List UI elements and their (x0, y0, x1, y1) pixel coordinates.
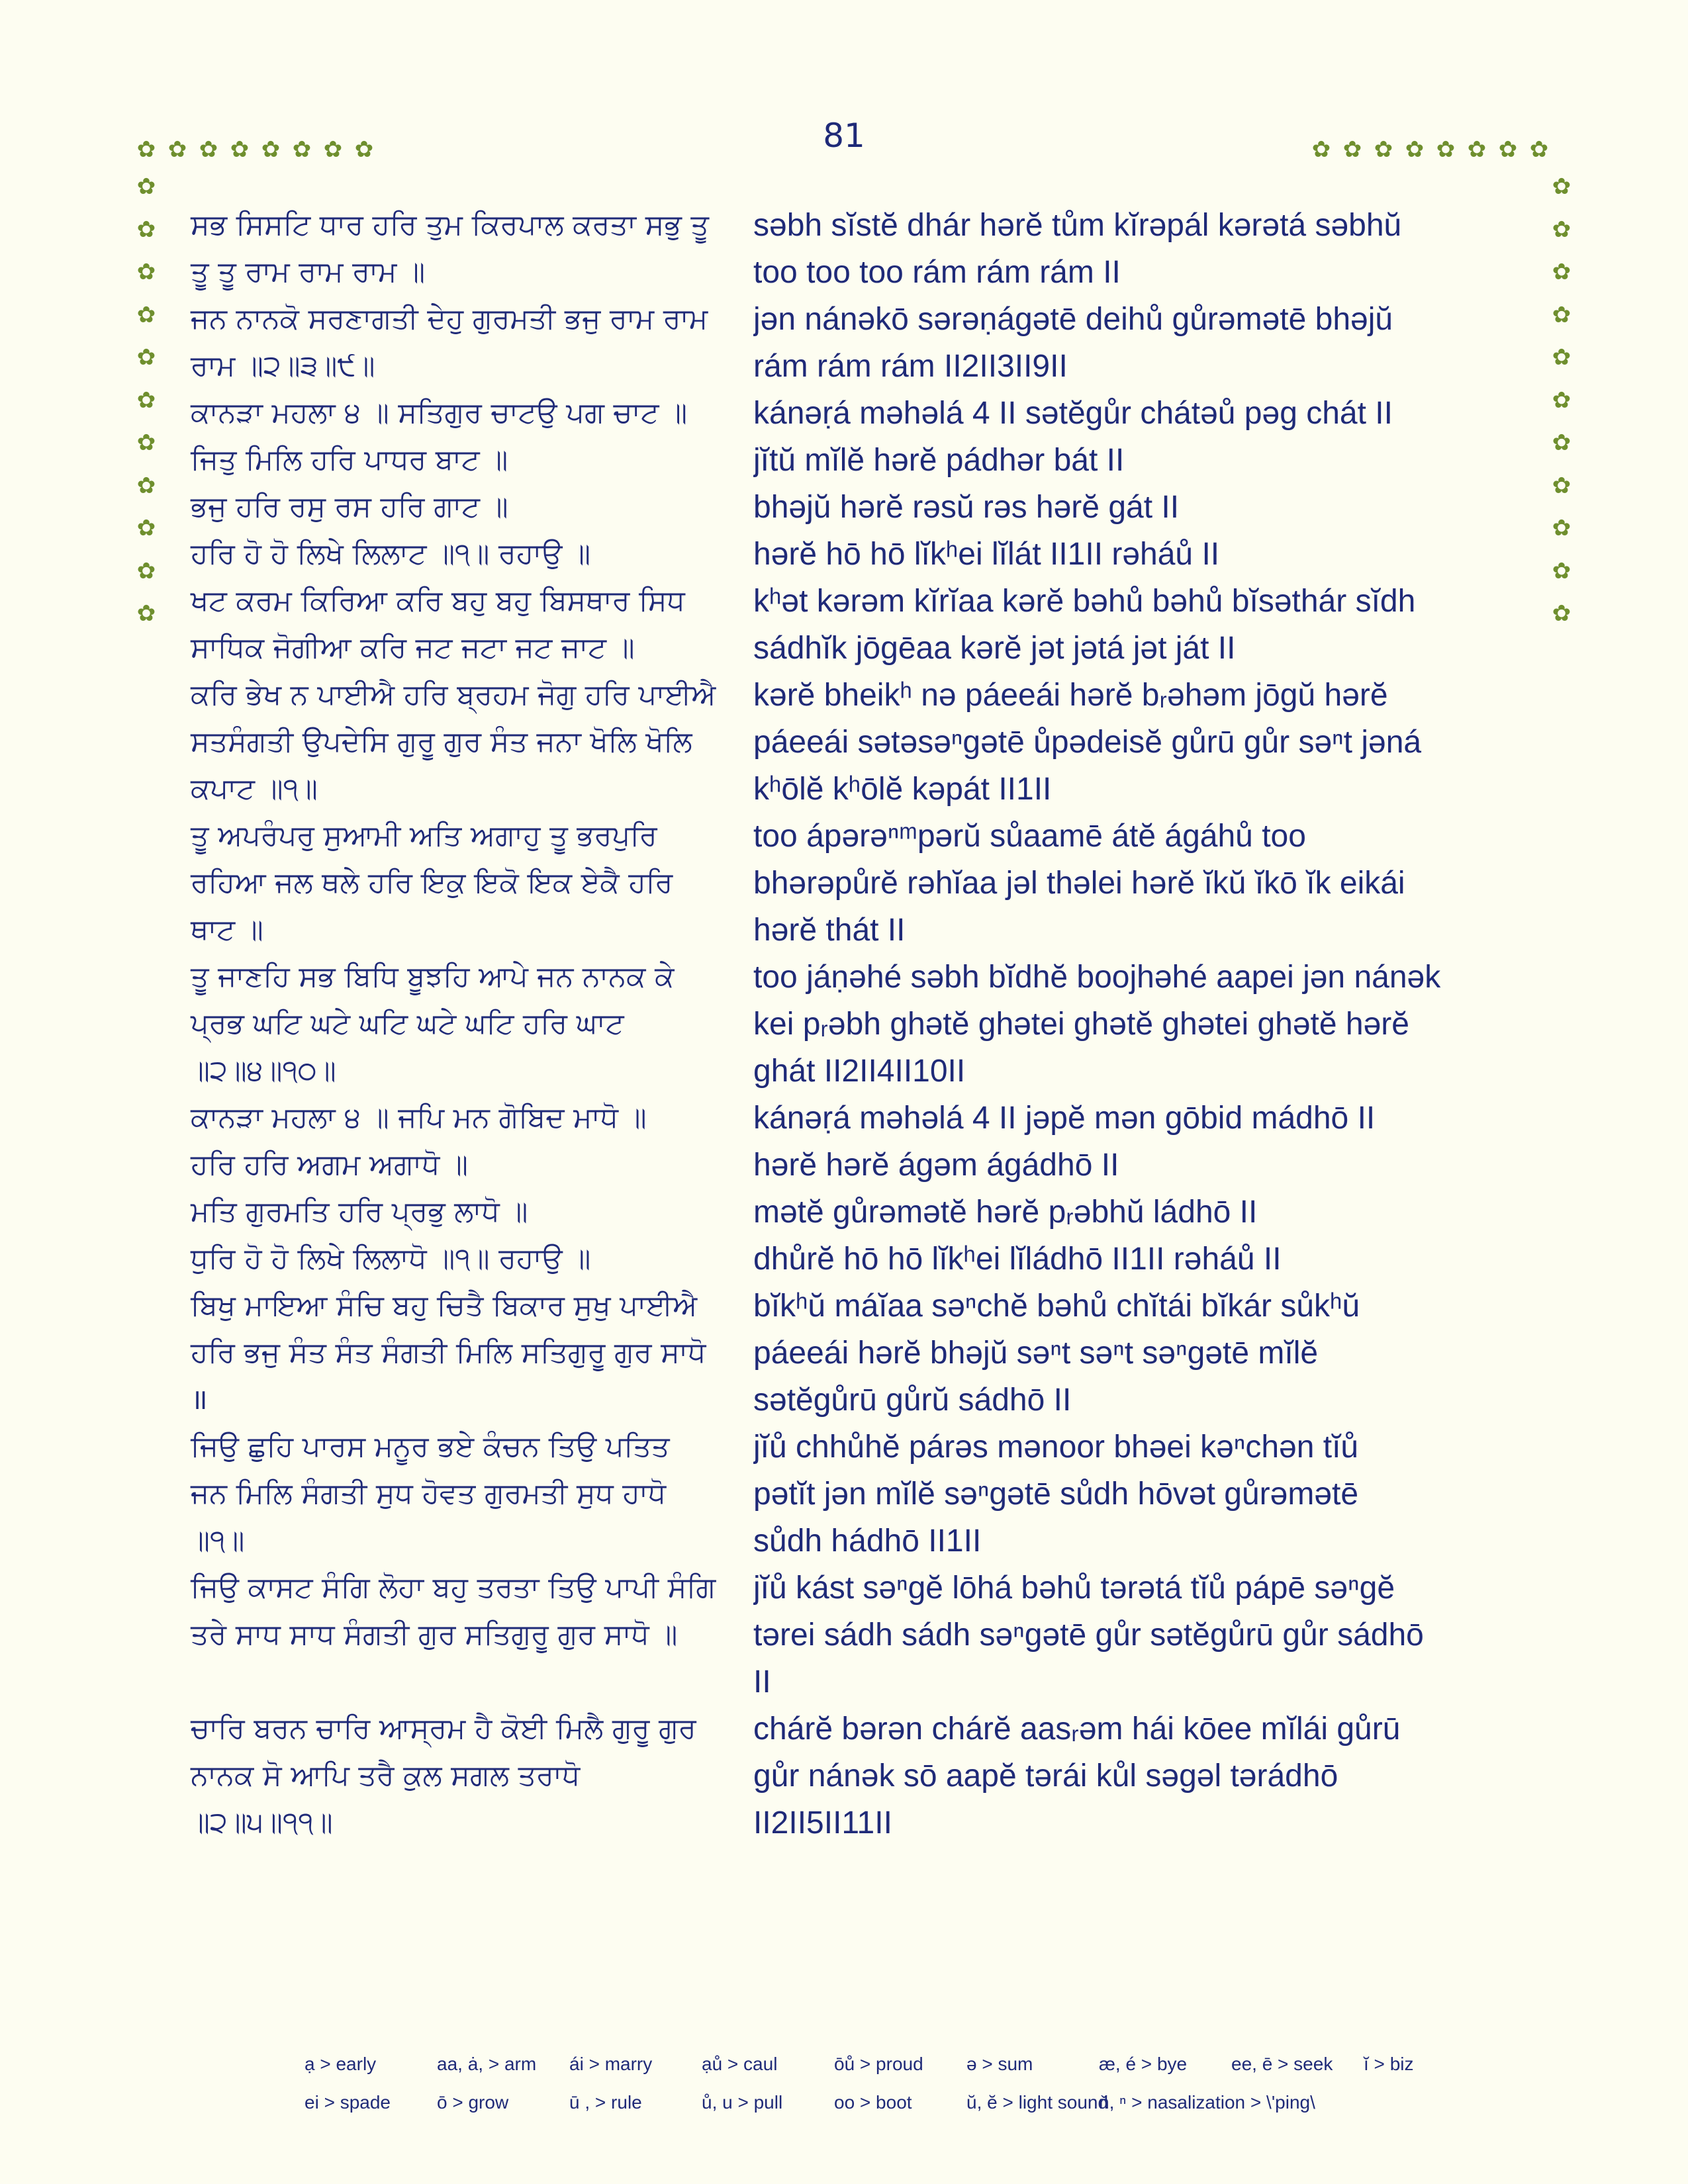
transliteration-text: bĭkʰŭ máĭaa səⁿchĕ bəhů chĭtái bĭkár sůkʰŭ páeeái hərĕ bhəjŭ səⁿt səⁿt səⁿgətē mĭlĕ sətĕgůrū gůrŭ sádhō II (753, 1289, 1360, 1418)
legend-item: oo > boot (834, 2092, 912, 2113)
page-number: 81 (823, 116, 865, 155)
legend-row (305, 2045, 1496, 2083)
flower-icon: ✿ (136, 301, 156, 328)
flower-icon: ✿ (1552, 387, 1571, 414)
transliteration-text: jĭů kást səⁿgĕ lōhá bəhů tərətá tĭů pápē səⁿgĕ tərei sádh sádh səⁿgətē gůr sətĕgůrū gůr sádhō II (753, 1570, 1424, 1700)
flower-icon: ✿ (323, 136, 343, 163)
legend-item: ōů > proud (834, 2054, 923, 2074)
legend-item: ə > sum (966, 2054, 1033, 2074)
flower-icon: ✿ (136, 216, 156, 243)
transliteration-text: bhəjŭ hərĕ rəsŭ rəs hərĕ gát II (753, 490, 1180, 525)
legend-item: ĭ > biz (1364, 2054, 1414, 2074)
verse-row (191, 813, 1521, 954)
flower-icon: ✿ (1405, 136, 1425, 163)
flower-icon: ✿ (136, 430, 156, 456)
verse-row (191, 1706, 1521, 1846)
flower-icon: ✿ (136, 259, 156, 285)
transliteration-text: kərĕ bheikʰ nə páeeái hərĕ bᵣəhəm jōgŭ hərĕ páeeái sətəsəⁿgətē ůpədeisĕ gůrū gůr səⁿt jəná kʰōlĕ kʰōlĕ kəpát II1II (753, 678, 1422, 807)
legend-row (305, 2083, 1496, 2122)
legend-item: ō > grow (437, 2092, 509, 2113)
verse-row (191, 437, 1521, 484)
verse-row (191, 390, 1521, 437)
flower-icon: ✿ (199, 136, 218, 163)
flower-icon: ✿ (354, 136, 374, 163)
gurmukhi-text: ਜਿਉ ਛੁਹਿ ਪਾਰਸ ਮਨੂਰ ਭਏ ਕੰਚਨ ਤਿਉ ਪਤਿਤ ਜਨ ਮਿਲਿ ਸੰਗਤੀ ਸੁਧ ਹੋਵਤ ਗੁਰਮਤੀ ਸੁਧ ਹਾਧੋ ॥੧॥ (191, 1430, 670, 1557)
flower-icon: ✿ (1436, 136, 1456, 163)
gurmukhi-text: ਧੁਰਿ ਹੋ ਹੋ ਲਿਖੇ ਲਿਲਾਧੋ ॥੧॥ ਰਹਾਉ ॥ (191, 1242, 591, 1275)
flower-icon: ✿ (136, 600, 156, 627)
top-right-flower-border (1307, 136, 1553, 163)
verse-row (191, 1424, 1521, 1565)
gurmukhi-text: ਚਾਰਿ ਬਰਨ ਚਾਰਿ ਆਸ੍ਰਮ ਹੈ ਕੋਈ ਮਿਲੈ ਗੁਰੂ ਗੁਰ ਨਾਨਕ ਸੋ ਆਪਿ ਤਰੈ ਕੁਲ ਸਗਲ ਤਰਾਧੋ ॥੨॥੫॥੧੧॥ (191, 1712, 696, 1839)
legend-item: ạů > caul (702, 2054, 778, 2074)
flower-icon: ✿ (1498, 136, 1518, 163)
gurmukhi-text: ਜਿਤੁ ਮਿਲਿ ਹਰਿ ਪਾਧਰ ਬਾਟ ॥ (191, 443, 508, 477)
verse-row (191, 1142, 1521, 1189)
verse-row (191, 1283, 1521, 1424)
legend-item: ů, u > pull (702, 2092, 783, 2113)
transliteration-text: chárĕ bərən chárĕ aasᵣəm hái kōee mĭlái gůrū gůr nánək sō aapĕ tərái kůl səgəl tərádhō II2II5II11II (753, 1711, 1401, 1841)
flower-icon: ✿ (136, 515, 156, 541)
flower-icon: ✿ (1552, 259, 1571, 285)
flower-icon: ✿ (136, 387, 156, 414)
legend-item: ň, ⁿ > nasalization > \'ping\ (1099, 2092, 1315, 2113)
flower-icon: ✿ (1311, 136, 1331, 163)
gurmukhi-text: ਕਰਿ ਭੇਖ ਨ ਪਾਈਐ ਹਰਿ ਬ੍ਰਹਮ ਜੋਗੁ ਹਰਿ ਪਾਈਐ ਸਤਸੰਗਤੀ ਉਪਦੇਸਿ ਗੁਰੂ ਗੁਰ ਸੰਤ ਜਨਾ ਖੋਲਿ ਖੋਲਿ ਕਪਾਟ ॥੧॥ (191, 678, 716, 805)
verse-row (191, 1095, 1521, 1142)
verse-row (191, 202, 1521, 296)
top-left-flower-border (132, 136, 378, 163)
transliteration-text: too ápərəⁿᵐpərŭ sůaamē átĕ ágáhů too bhərəpůrĕ rəhĭaa jəl thəlei hərĕ ĭkŭ ĭkō ĭk eikái hərĕ thát II (753, 819, 1405, 948)
flower-icon: ✿ (292, 136, 312, 163)
flower-icon: ✿ (1552, 600, 1571, 627)
gurmukhi-text: ਹਰਿ ਹਰਿ ਅਗਮ ਅਗਾਧੋ ॥ (191, 1148, 468, 1181)
legend-item: ū , > rule (569, 2092, 642, 2113)
verse-row (191, 484, 1521, 531)
legend-item: aa, ȧ, > arm (437, 2054, 537, 2074)
transliteration-text: kánəṛá məhəlá 4 II sətĕgůr chátəů pəg chát II (753, 396, 1393, 431)
flower-icon: ✿ (136, 472, 156, 499)
transliteration-text: mətĕ gůrəmətĕ hərĕ pᵣəbhŭ ládhō II (753, 1195, 1258, 1230)
legend-item: ạ > early (305, 2054, 377, 2074)
transliteration-text: kʰət kərəm kĭrĭaa kərĕ bəhů bəhů bĭsəthár sĭdh sádhĭk jōgēaa kərĕ jət jətá jət ját II (753, 584, 1416, 666)
flower-icon: ✿ (1529, 136, 1549, 163)
transliteration-text: səbh sĭstĕ dhár hərĕ tům kĭrəpál kərətá səbhŭ too too too rám rám rám II (753, 208, 1402, 290)
transliteration-text: jən nánəkō sərəṇágətē deihů gůrəmətē bhəjŭ rám rám rám II2II3II9II (753, 302, 1393, 384)
verse-row (191, 531, 1521, 578)
gurmukhi-text: ਸਭ ਸਿਸਟਿ ਧਾਰ ਹਰਿ ਤੁਮ ਕਿਰਪਾਲ ਕਰਤਾ ਸਭੁ ਤੂ ਤੂ ਤੂ ਰਾਮ ਰਾਮ ਰਾਮ ॥ (191, 208, 709, 289)
legend-item: ei > spade (305, 2092, 391, 2113)
flower-icon: ✿ (1552, 216, 1571, 243)
legend-item: æ, é > bye (1099, 2054, 1188, 2074)
transliteration-text: dhůrĕ hō hō lĭkʰei lĭládhō II1II rəháů II (753, 1242, 1282, 1277)
gurmukhi-text: ਖਟ ਕਰਮ ਕਿਰਿਆ ਕਰਿ ਬਹੁ ਬਹੁ ਬਿਸਥਾਰ ਸਿਧ ਸਾਧਿਕ ਜੋਗੀਆ ਕਰਿ ਜਟ ਜਟਾ ਜਟ ਜਾਟ ॥ (191, 584, 685, 664)
verse-row (191, 1189, 1521, 1236)
gurmukhi-text: ਜਨ ਨਾਨਕੋ ਸਰਣਾਗਤੀ ਦੇਹੁ ਗੁਰਮਤੀ ਭਜੁ ਰਾਮ ਰਾਮ ਰਾਮ ॥੨॥੩॥੯॥ (191, 302, 708, 383)
flower-icon: ✿ (1552, 173, 1571, 200)
gurmukhi-text: ਕਾਨੜਾ ਮਹਲਾ ੪ ॥ ਜਪਿ ਮਨ ਗੋਬਿਦ ਮਾਧੋ ॥ (191, 1101, 647, 1134)
flower-icon: ✿ (1552, 344, 1571, 371)
verse-row (191, 954, 1521, 1095)
transliteration-text: too jáṇəhé səbh bĭdhĕ boojhəhé aapei jən nánək kei pᵣəbh ghətĕ ghətei ghətĕ ghətei ghətĕ hərĕ ghát II2II4II10II (753, 960, 1441, 1089)
flower-icon: ✿ (1552, 515, 1571, 541)
right-flower-border (1548, 165, 1575, 635)
verse-row (191, 1236, 1521, 1283)
transliteration-text: kánəṛá məhəlá 4 II jəpĕ mən gōbid mádhō II (753, 1101, 1376, 1136)
gurmukhi-text: ਜਿਉ ਕਾਸਟ ਸੰਗਿ ਲੋਹਾ ਬਹੁ ਤਰਤਾ ਤਿਉ ਪਾਪੀ ਸੰਗਿ ਤਰੇ ਸਾਧ ਸਾਧ ਸੰਗਤੀ ਗੁਰ ਸਤਿਗੁਰੂ ਗੁਰ ਸਾਧੋ ॥ (191, 1571, 716, 1651)
verse-row (191, 672, 1521, 813)
flower-icon: ✿ (1552, 472, 1571, 499)
pronunciation-legend (305, 2045, 1496, 2122)
flower-icon: ✿ (261, 136, 281, 163)
verse-row (191, 296, 1521, 390)
verse-row (191, 578, 1521, 672)
transliteration-text: hərĕ hō hō lĭkʰei lĭlát II1II rəháů II (753, 537, 1220, 572)
legend-item: ŭ, ĕ > light sound (966, 2092, 1109, 2113)
flower-icon: ✿ (1552, 430, 1571, 456)
flower-icon: ✿ (136, 136, 156, 163)
flower-icon: ✿ (1342, 136, 1362, 163)
legend-item: ái > marry (569, 2054, 653, 2074)
flower-icon: ✿ (136, 173, 156, 200)
verse-table (191, 202, 1521, 1846)
verse-row (191, 1565, 1521, 1706)
flower-icon: ✿ (230, 136, 250, 163)
gurmukhi-text: ਮਤਿ ਗੁਰਮਤਿ ਹਰਿ ਪ੍ਰਭੁ ਲਾਧੋ ॥ (191, 1195, 528, 1228)
flower-icon: ✿ (1552, 301, 1571, 328)
flower-icon: ✿ (1552, 557, 1571, 584)
gurmukhi-text: ਬਿਖੁ ਮਾਇਆ ਸੰਚਿ ਬਹੁ ਚਿਤੈ ਬਿਕਾਰ ਸੁਖੁ ਪਾਈਐ ਹਰਿ ਭਜੁ ਸੰਤ ਸੰਤ ਸੰਗਤੀ ਮਿਲਿ ਸਤਿਗੁਰੂ ਗੁਰ ਸਾਧੋ ॥ (191, 1289, 706, 1416)
gurmukhi-text: ਹਰਿ ਹੋ ਹੋ ਲਿਖੇ ਲਿਲਾਟ ॥੧॥ ਰਹਾਉ ॥ (191, 537, 591, 570)
transliteration-text: jĭtŭ mĭlĕ hərĕ pádhər bát II (753, 443, 1125, 478)
transliteration-text: hərĕ hərĕ ágəm ágádhō II (753, 1148, 1119, 1183)
flower-icon: ✿ (1374, 136, 1393, 163)
flower-icon: ✿ (167, 136, 187, 163)
left-flower-border (132, 165, 160, 635)
gurmukhi-text: ਕਾਨੜਾ ਮਹਲਾ ੪ ॥ ਸਤਿਗੁਰ ਚਾਟਉ ਪਗ ਚਾਟ ॥ (191, 396, 688, 430)
transliteration-text: jĭů chhůhĕ párəs mənoor bhəei kəⁿchən tĭů pətĭt jən mĭlĕ səⁿgətē sůdh hōvət gůrəmətē sůdh hádhō II1II (753, 1430, 1359, 1559)
flower-icon: ✿ (136, 344, 156, 371)
flower-icon: ✿ (136, 557, 156, 584)
legend-item: ee, ē > seek (1231, 2054, 1333, 2074)
gurmukhi-text: ਤੂ ਅਪਰੰਪਰੁ ਸੁਆਮੀ ਅਤਿ ਅਗਾਹੁ ਤੂ ਭਰਪੁਰਿ ਰਹਿਆ ਜਲ ਥਲੇ ਹਰਿ ਇਕੁ ਇਕੋ ਇਕ ਏਕੈ ਹਰਿ ਥਾਟ ॥ (191, 819, 673, 946)
flower-icon: ✿ (1467, 136, 1487, 163)
gurmukhi-text: ਭਜੁ ਹਰਿ ਰਸੁ ਰਸ ਹਰਿ ਗਾਟ ॥ (191, 490, 508, 523)
gurmukhi-text: ਤੂ ਜਾਣਹਿ ਸਭ ਬਿਧਿ ਬੂਝਹਿ ਆਪੇ ਜਨ ਨਾਨਕ ਕੇ ਪ੍ਰਭ ਘਟਿ ਘਟੇ ਘਟਿ ਘਟੇ ਘਟਿ ਹਰਿ ਘਾਟ ॥੨॥੪॥੧੦॥ (191, 960, 675, 1087)
